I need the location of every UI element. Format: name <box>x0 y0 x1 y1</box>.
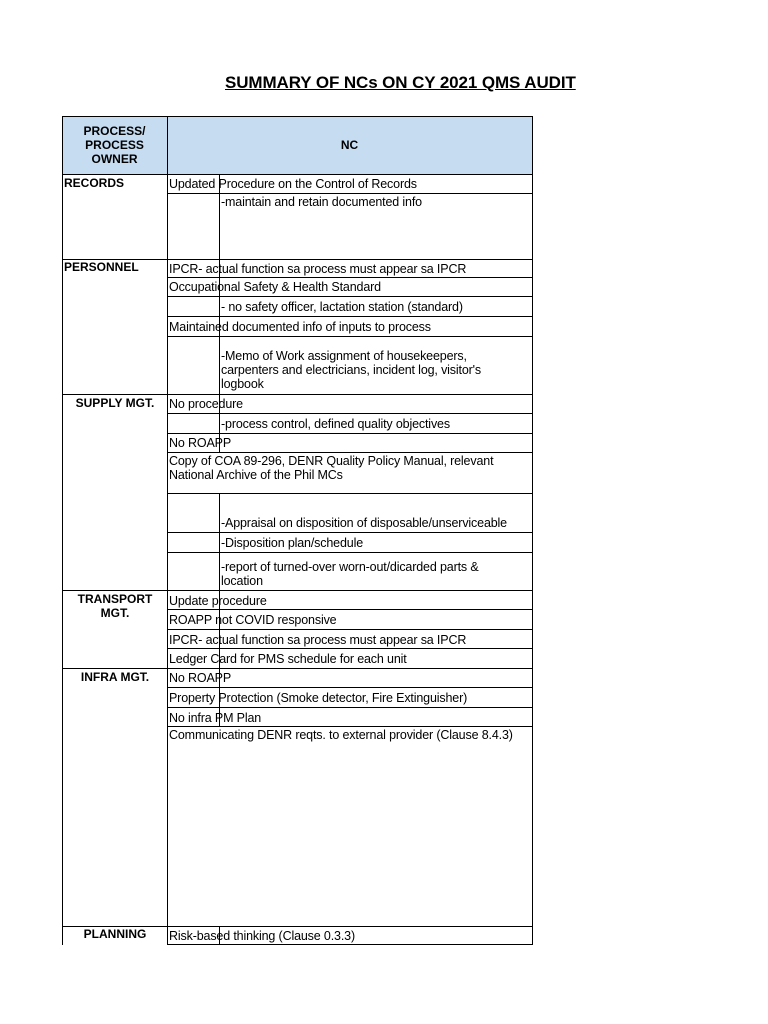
subcol-divider <box>219 493 220 590</box>
owner-records: RECORDS <box>64 176 125 190</box>
row-divider <box>167 532 533 533</box>
owner-supply: SUPPLY MGT. <box>75 396 155 410</box>
row-divider <box>167 336 533 337</box>
row-divider <box>167 277 533 278</box>
nc-item: Communicating DENR reqts. to external provider (Clause 8.4.3) <box>169 728 513 742</box>
nc-subitem: -maintain and retain documented info <box>221 195 422 209</box>
nc-item: Property Protection (Smoke detector, Fire Extinguisher) <box>169 691 468 705</box>
row-divider <box>167 493 533 494</box>
header-bottom-border <box>62 174 533 175</box>
nc-subitem: -Appraisal on disposition of disposable/unserviceable <box>221 516 507 530</box>
header-nc: NC <box>340 138 359 152</box>
owner-column-border <box>167 116 168 945</box>
row-divider <box>167 193 533 194</box>
row-divider <box>167 648 533 649</box>
row-divider <box>167 707 533 708</box>
nc-subitem: -report of turned-over worn-out/dicarded parts & location <box>221 560 479 588</box>
row-divider <box>167 413 533 414</box>
nc-subitem: - no safety officer, lactation station (standard) <box>221 300 463 314</box>
row-divider <box>167 687 533 688</box>
row-divider <box>167 552 533 553</box>
section-divider <box>62 590 533 591</box>
owner-transport: TRANSPORT MGT. <box>77 592 153 620</box>
nc-item: No ROAPP <box>169 671 232 685</box>
nc-item: No ROAPP <box>169 436 232 450</box>
owner-personnel: PERSONNEL <box>64 260 139 274</box>
row-divider <box>167 452 533 453</box>
owner-infra: INFRA MGT. <box>80 670 150 684</box>
row-divider <box>167 629 533 630</box>
section-divider <box>62 668 533 669</box>
nc-subitem: -process control, defined quality objectives <box>221 417 450 431</box>
nc-item: Maintained documented info of inputs to process <box>169 320 431 334</box>
nc-item: Copy of COA 89-296, DENR Quality Policy Manual, relevant National Archive of the Phil MCs <box>169 454 494 482</box>
nc-item: Update procedure <box>169 594 267 608</box>
nc-subitem: -Disposition plan/schedule <box>221 536 364 550</box>
table-right-border <box>532 116 533 945</box>
nc-item: Ledger Card for PMS schedule for each unit <box>169 652 407 666</box>
row-divider <box>167 726 533 727</box>
row-divider <box>167 609 533 610</box>
row-divider <box>167 296 533 297</box>
nc-item: IPCR- actual function sa process must appear sa IPCR <box>169 633 467 647</box>
document-title: SUMMARY OF NCs ON CY 2021 QMS AUDIT <box>225 73 576 92</box>
nc-item: No infra PM Plan <box>169 711 262 725</box>
section-divider <box>62 394 533 395</box>
row-divider <box>167 316 533 317</box>
nc-item: No procedure <box>169 397 243 411</box>
owner-planning: PLANNING <box>83 927 147 941</box>
nc-item: IPCR- actual function sa process must appear sa IPCR <box>169 262 467 276</box>
table-top-border <box>62 116 533 117</box>
nc-item: ROAPP not COVID responsive <box>169 613 337 627</box>
row-divider <box>167 433 533 434</box>
nc-subitem: -Memo of Work assignment of housekeepers, carpenters and electricians, incident log, visitor's logbook <box>221 349 481 391</box>
table-left-border <box>62 116 63 945</box>
nc-item: Updated Procedure on the Control of Records <box>169 177 417 191</box>
table-bottom-border <box>167 944 533 945</box>
nc-item: Occupational Safety & Health Standard <box>169 280 381 294</box>
nc-item: Risk-based thinking (Clause 0.3.3) <box>169 929 355 943</box>
header-process-owner: PROCESS/ PROCESS OWNER <box>83 124 146 166</box>
